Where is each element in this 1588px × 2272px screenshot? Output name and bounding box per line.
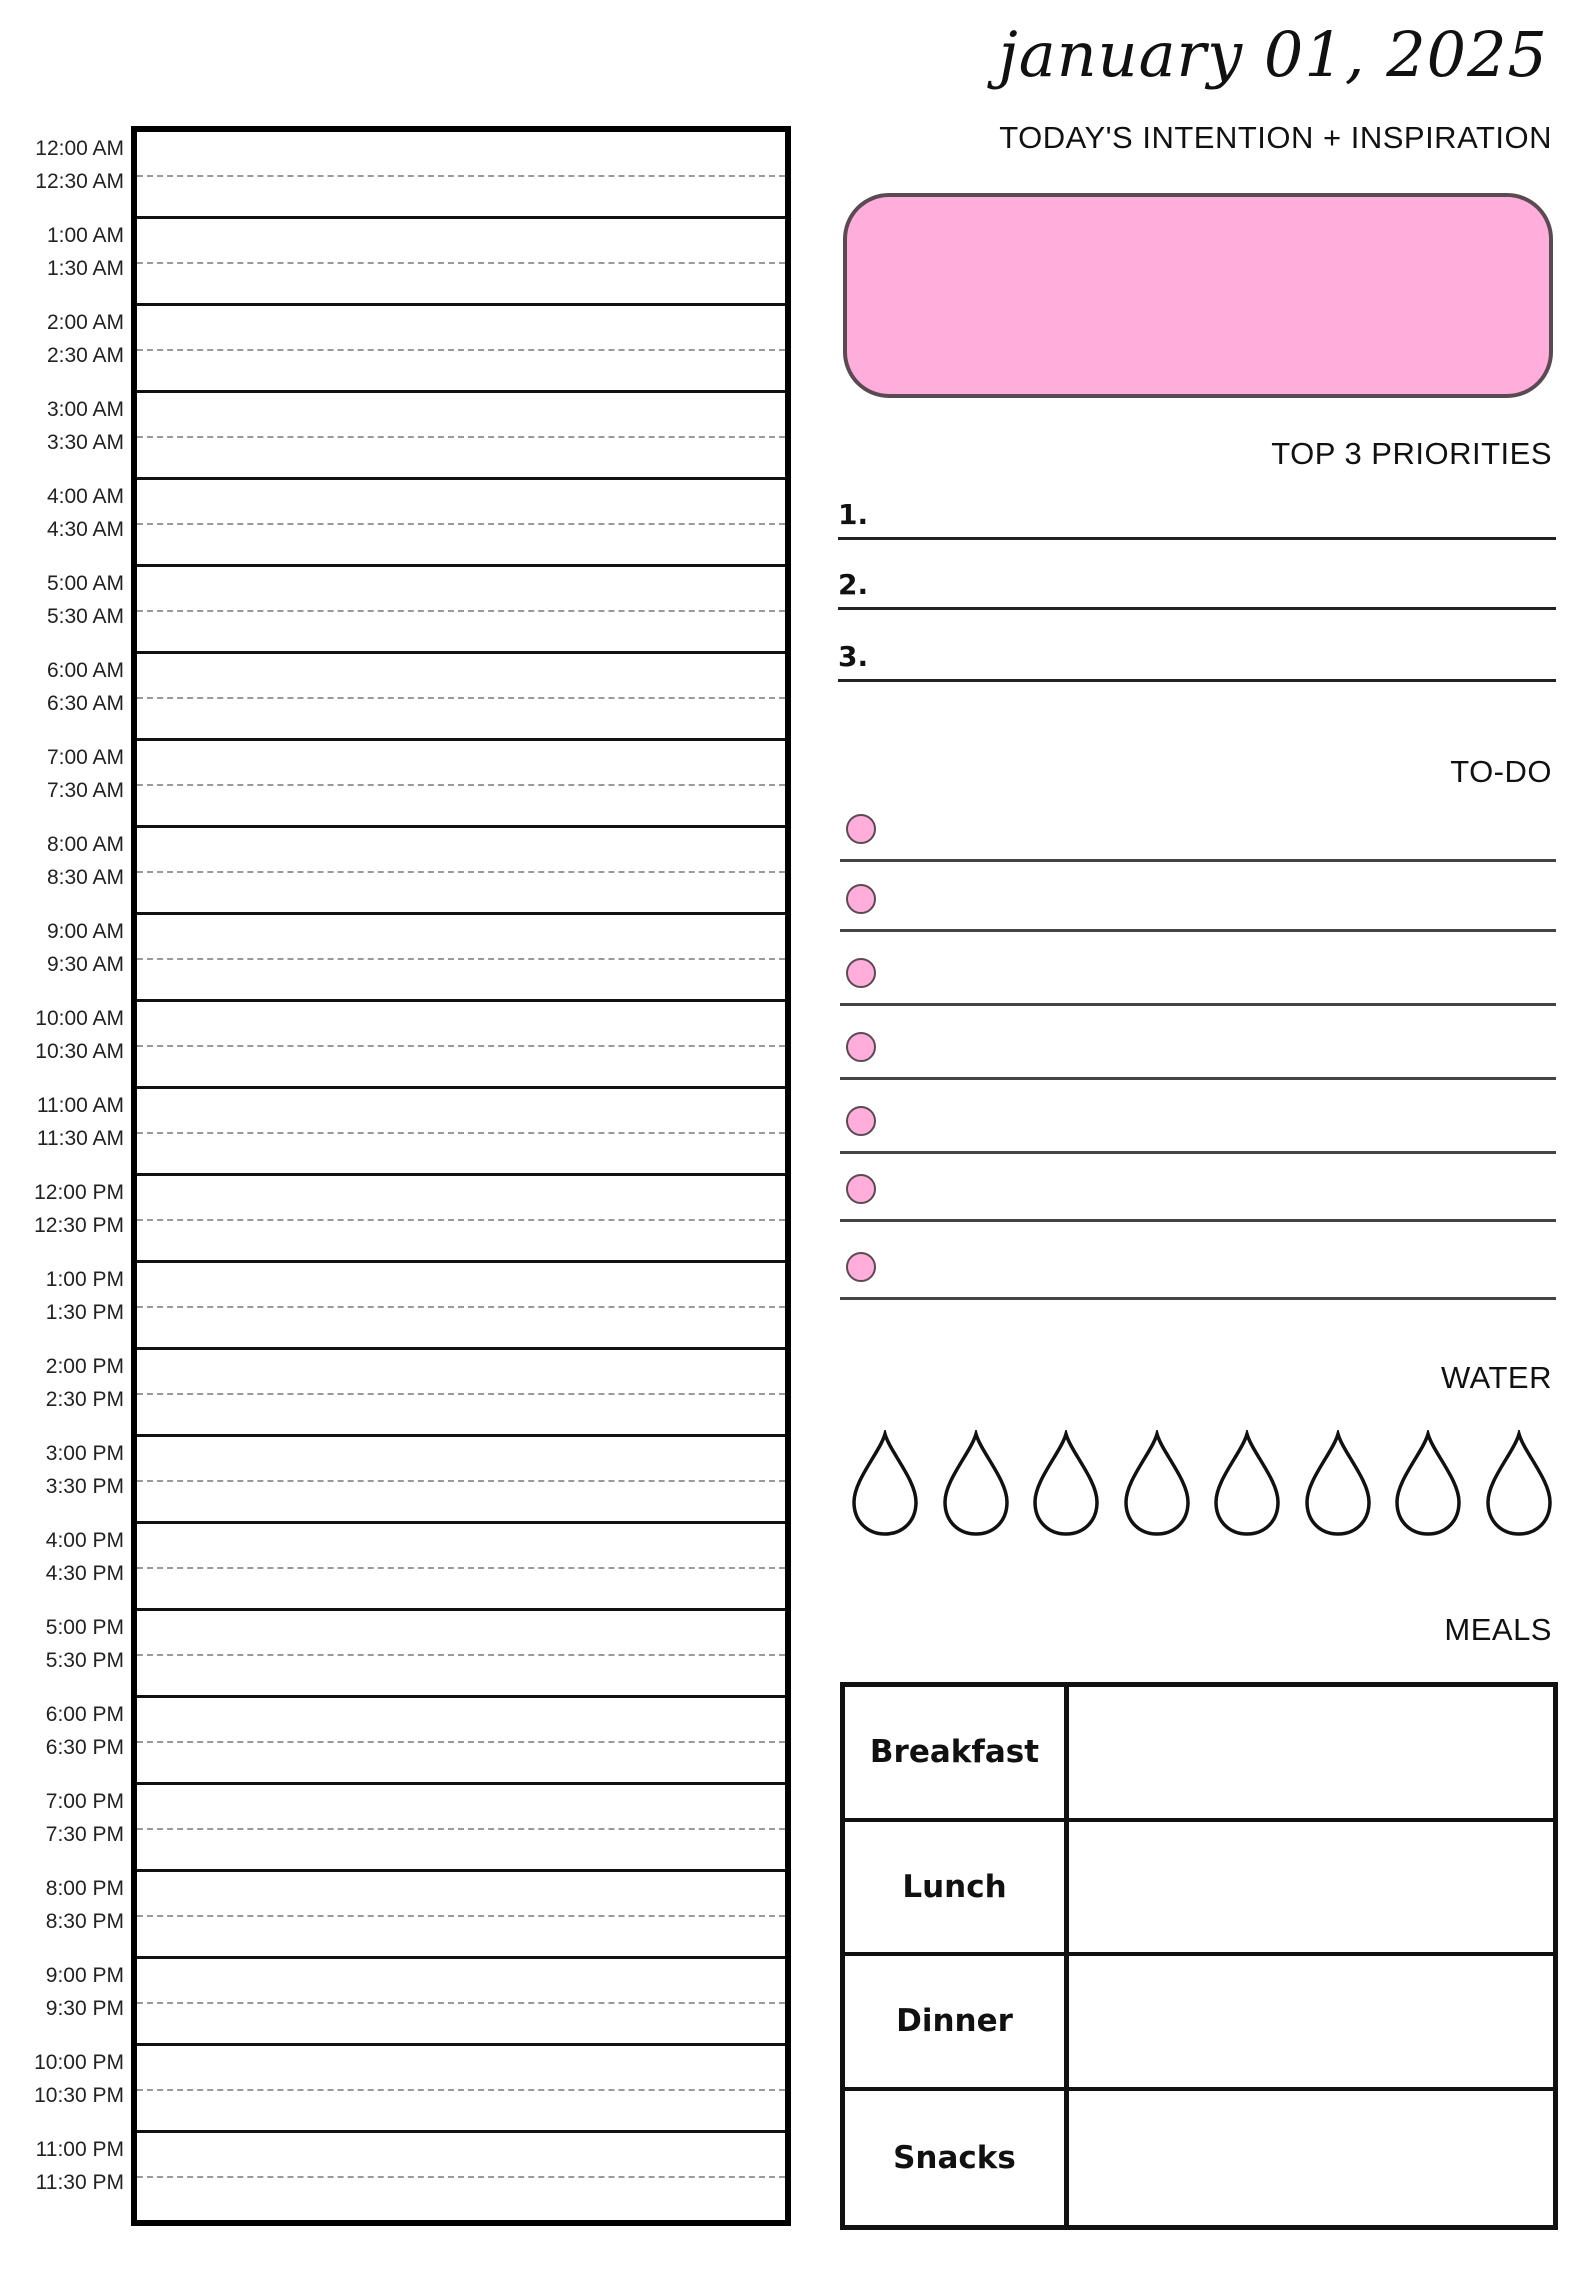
hour-label: [0, 1089, 124, 1155]
todo-checkbox-circle[interactable]: [846, 958, 876, 988]
time-full: 3:00 AM: [46, 398, 124, 421]
time-full: 10:00 PM: [34, 2051, 124, 2074]
water-drop-icon[interactable]: [1484, 1430, 1554, 1538]
schedule-row[interactable]: [137, 1785, 785, 1872]
schedule-row[interactable]: [137, 219, 785, 306]
water-drop-icon[interactable]: [1031, 1430, 1101, 1538]
half-hour-divider: [137, 1741, 785, 1743]
hour-label: [0, 2133, 124, 2199]
time-full: 5:00 AM: [46, 572, 124, 595]
time-half: 7:30 AM: [46, 779, 124, 802]
time-full: 8:00 AM: [46, 833, 124, 856]
hour-label: [0, 1350, 124, 1416]
hour-label: [0, 741, 124, 807]
todo-checkbox-circle[interactable]: [846, 1174, 876, 1204]
schedule-row[interactable]: [137, 1350, 785, 1437]
hour-label: [0, 1785, 124, 1851]
hour-label: [0, 1698, 124, 1764]
meals-heading: MEALS: [1444, 1612, 1552, 1647]
hour-label: [0, 132, 124, 198]
schedule-row[interactable]: [137, 393, 785, 480]
water-heading: WATER: [1441, 1360, 1552, 1395]
schedule-row[interactable]: [137, 654, 785, 741]
half-hour-divider: [137, 175, 785, 177]
time-full: 9:00 AM: [46, 920, 124, 943]
meal-label: Breakfast: [845, 1687, 1069, 1818]
meal-entry-cell[interactable]: [1069, 1822, 1553, 1953]
time-half: 8:30 PM: [45, 1910, 124, 1933]
meal-entry-cell[interactable]: [1069, 2091, 1553, 2226]
time-half: 12:30 AM: [35, 170, 124, 193]
hour-label: [0, 1524, 124, 1590]
time-full: 6:00 PM: [45, 1703, 124, 1726]
schedule-row[interactable]: [137, 1263, 785, 1350]
priority-line[interactable]: [838, 554, 1556, 610]
half-hour-divider: [137, 436, 785, 438]
time-full: 8:00 PM: [45, 1877, 124, 1900]
half-hour-divider: [137, 1915, 785, 1917]
half-hour-divider: [137, 1132, 785, 1134]
todo-checkbox-circle[interactable]: [846, 884, 876, 914]
priorities-heading: TOP 3 PRIORITIES: [1271, 436, 1552, 471]
schedule-time-labels: [0, 126, 128, 2226]
time-full: 11:00 PM: [35, 2138, 124, 2161]
schedule-row[interactable]: [137, 1959, 785, 2046]
time-full: 3:00 PM: [45, 1442, 124, 1465]
todo-item[interactable]: [840, 1010, 1556, 1080]
todo-item[interactable]: [840, 1084, 1556, 1154]
hour-label: [0, 654, 124, 720]
time-half: 9:30 AM: [46, 953, 124, 976]
hour-label: [0, 915, 124, 981]
hour-label: [0, 567, 124, 633]
half-hour-divider: [137, 958, 785, 960]
half-hour-divider: [137, 2176, 785, 2178]
schedule-row[interactable]: [137, 1089, 785, 1176]
schedule-row[interactable]: [137, 1872, 785, 1959]
schedule-row[interactable]: [137, 1524, 785, 1611]
intention-box[interactable]: [843, 193, 1553, 398]
time-full: 6:00 AM: [46, 659, 124, 682]
time-full: 12:00 PM: [34, 1181, 124, 1204]
priority-line[interactable]: [838, 626, 1556, 682]
todo-checkbox-circle[interactable]: [846, 1252, 876, 1282]
time-half: 12:30 PM: [34, 1214, 124, 1237]
schedule-row[interactable]: [137, 132, 785, 219]
schedule-row[interactable]: [137, 1611, 785, 1698]
hour-label: [0, 828, 124, 894]
half-hour-divider: [137, 697, 785, 699]
time-full: 1:00 PM: [45, 1268, 124, 1291]
time-half: 1:30 AM: [46, 257, 124, 280]
schedule-row[interactable]: [137, 1698, 785, 1785]
schedule-row[interactable]: [137, 1002, 785, 1089]
time-half: 9:30 PM: [45, 1997, 124, 2020]
schedule-row[interactable]: [137, 741, 785, 828]
meal-row: [845, 1687, 1553, 1822]
meal-row: [845, 1956, 1553, 2091]
hour-label: [0, 1872, 124, 1938]
hour-label: [0, 1437, 124, 1503]
half-hour-divider: [137, 1393, 785, 1395]
meal-label: Dinner: [845, 1956, 1069, 2087]
schedule-row[interactable]: [137, 1176, 785, 1263]
schedule-row[interactable]: [137, 1437, 785, 1524]
time-half: 11:30 AM: [36, 1127, 124, 1150]
time-full: 1:00 AM: [46, 224, 124, 247]
half-hour-divider: [137, 1045, 785, 1047]
meal-label: Lunch: [845, 1822, 1069, 1953]
todo-item[interactable]: [840, 792, 1556, 862]
priority-number: 2.: [838, 568, 869, 601]
hour-label: [0, 1611, 124, 1677]
half-hour-divider: [137, 2089, 785, 2091]
schedule-row[interactable]: [137, 828, 785, 915]
water-drop-icon[interactable]: [1393, 1430, 1463, 1538]
hour-label: [0, 1959, 124, 2025]
meal-row: [845, 1822, 1553, 1957]
time-half: 10:30 AM: [35, 1040, 124, 1063]
time-full: 5:00 PM: [45, 1616, 124, 1639]
meals-table: [840, 1682, 1558, 2230]
half-hour-divider: [137, 871, 785, 873]
schedule-row[interactable]: [137, 567, 785, 654]
todo-heading: TO-DO: [1450, 754, 1552, 789]
time-half: 6:30 PM: [45, 1736, 124, 1759]
schedule-row[interactable]: [137, 915, 785, 1002]
hour-label: [0, 306, 124, 372]
half-hour-divider: [137, 784, 785, 786]
meal-entry-cell[interactable]: [1069, 1956, 1553, 2087]
time-half: 3:30 PM: [45, 1475, 124, 1498]
half-hour-divider: [137, 610, 785, 612]
water-drop-icon[interactable]: [1212, 1430, 1282, 1538]
todo-item[interactable]: [840, 862, 1556, 932]
todo-checkbox-circle[interactable]: [846, 814, 876, 844]
priority-line[interactable]: [838, 484, 1556, 540]
todo-checkbox-circle[interactable]: [846, 1032, 876, 1062]
half-hour-divider: [137, 2002, 785, 2004]
schedule-row[interactable]: [137, 480, 785, 567]
hour-label: [0, 2046, 124, 2112]
priority-number: 1.: [838, 498, 869, 531]
time-full: 7:00 PM: [45, 1790, 124, 1813]
time-full: 2:00 AM: [46, 311, 124, 334]
schedule-row[interactable]: [137, 306, 785, 393]
time-half: 6:30 AM: [46, 692, 124, 715]
half-hour-divider: [137, 1306, 785, 1308]
water-tracker: [850, 1430, 1560, 1540]
hour-label: [0, 480, 124, 546]
meal-label: Snacks: [845, 2091, 1069, 2226]
schedule-row[interactable]: [137, 2133, 785, 2220]
water-drop-icon[interactable]: [850, 1430, 920, 1538]
time-half: 11:30 PM: [35, 2171, 124, 2194]
half-hour-divider: [137, 262, 785, 264]
time-half: 10:30 PM: [34, 2084, 124, 2107]
todo-item[interactable]: [840, 1152, 1556, 1222]
time-half: 5:30 PM: [45, 1649, 124, 1672]
time-half: 2:30 PM: [45, 1388, 124, 1411]
water-drop-icon[interactable]: [941, 1430, 1011, 1538]
hour-label: [0, 1263, 124, 1329]
meal-entry-cell[interactable]: [1069, 1687, 1553, 1818]
hour-label: [0, 1176, 124, 1242]
time-full: 10:00 AM: [35, 1007, 124, 1030]
half-hour-divider: [137, 1567, 785, 1569]
time-full: 7:00 AM: [46, 746, 124, 769]
intention-heading: TODAY'S INTENTION + INSPIRATION: [999, 120, 1552, 155]
hour-label: [0, 219, 124, 285]
todo-item[interactable]: [840, 1230, 1556, 1300]
half-hour-divider: [137, 1654, 785, 1656]
meal-row: [845, 2091, 1553, 2226]
time-half: 5:30 AM: [46, 605, 124, 628]
priority-number: 3.: [838, 640, 869, 673]
half-hour-divider: [137, 1219, 785, 1221]
date-title: january 01, 2025: [998, 18, 1548, 91]
hour-label: [0, 393, 124, 459]
time-full: 4:00 PM: [45, 1529, 124, 1552]
todo-checkbox-circle[interactable]: [846, 1106, 876, 1136]
time-full: 11:00 AM: [36, 1094, 124, 1117]
time-half: 3:30 AM: [46, 431, 124, 454]
half-hour-divider: [137, 1828, 785, 1830]
hour-label: [0, 1002, 124, 1068]
water-drop-icon[interactable]: [1122, 1430, 1192, 1538]
hourly-schedule[interactable]: [131, 126, 791, 2226]
time-half: 1:30 PM: [45, 1301, 124, 1324]
todo-item[interactable]: [840, 936, 1556, 1006]
time-half: 7:30 PM: [45, 1823, 124, 1846]
water-drop-icon[interactable]: [1303, 1430, 1373, 1538]
time-full: 4:00 AM: [46, 485, 124, 508]
time-half: 4:30 AM: [46, 518, 124, 541]
time-half: 4:30 PM: [45, 1562, 124, 1585]
half-hour-divider: [137, 349, 785, 351]
half-hour-divider: [137, 523, 785, 525]
time-half: 2:30 AM: [46, 344, 124, 367]
time-full: 9:00 PM: [45, 1964, 124, 1987]
time-half: 8:30 AM: [46, 866, 124, 889]
schedule-row[interactable]: [137, 2046, 785, 2133]
time-full: 12:00 AM: [35, 137, 124, 160]
half-hour-divider: [137, 1480, 785, 1482]
time-full: 2:00 PM: [45, 1355, 124, 1378]
